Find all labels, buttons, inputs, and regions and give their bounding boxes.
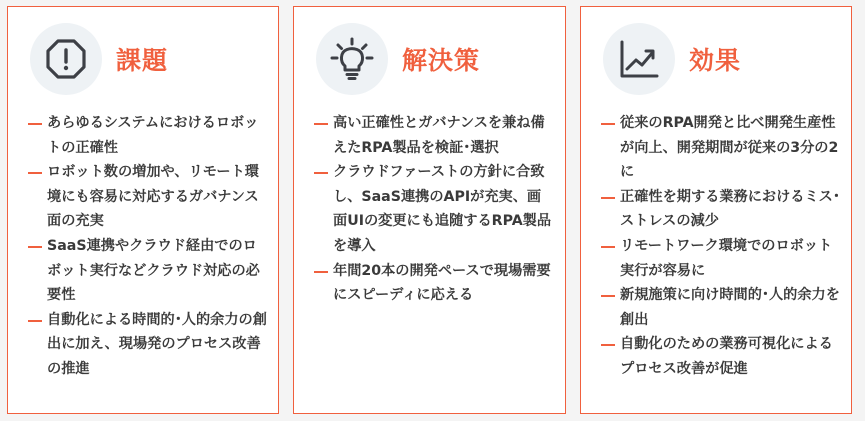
dash-bullet — [314, 172, 328, 174]
card-title: 課題 — [116, 46, 169, 75]
item-text: クラウドファーストの方針に合致し、SaaS連携のAPIが充実、画面UIの変更にも追随するRPA製品を導入 — [333, 164, 552, 254]
item-text: あらゆるシステムにおけるロボットの正確性 — [47, 115, 259, 156]
list-item — [28, 111, 268, 160]
card-issues — [7, 6, 279, 414]
dash-bullet — [314, 271, 328, 273]
list-item — [314, 160, 555, 258]
card-title: 効果 — [689, 46, 742, 75]
list-item — [314, 259, 555, 308]
card-solution — [293, 6, 566, 414]
item-text: ロボット数の増加や、リモート環境にも容易に対応するガバナンス面の充実 — [47, 164, 259, 230]
card-header — [316, 23, 480, 95]
item-text: 年間20本の開発ペースで現場需要にスピーディに応える — [333, 262, 551, 304]
card-header — [30, 23, 168, 95]
dash-bullet — [601, 295, 615, 297]
list-item — [601, 283, 841, 332]
dash-bullet — [28, 123, 42, 125]
list-item — [28, 160, 268, 234]
lightbulb-icon — [316, 23, 388, 95]
dash-bullet — [601, 344, 615, 346]
item-text: 自動化による時間的･人的余力の創出に加え、現場発のプロセス改善の推進 — [47, 311, 267, 377]
item-text: 正確性を期する業務におけるミス･ストレスの減少 — [620, 188, 840, 230]
trend-chart-icon — [603, 23, 675, 95]
item-text: 新規施策に向け時間的･人的余力を創出 — [620, 287, 840, 328]
dash-bullet — [314, 123, 328, 125]
list-item — [314, 111, 555, 160]
exclamation-octagon-icon — [30, 23, 102, 95]
dash-bullet — [601, 246, 615, 248]
dash-bullet — [601, 123, 615, 125]
list-item — [28, 234, 268, 308]
item-list — [28, 111, 268, 382]
dash-bullet — [28, 246, 42, 248]
item-list — [601, 111, 841, 382]
item-list — [314, 111, 555, 308]
list-item — [601, 332, 841, 381]
card-header — [603, 23, 741, 95]
item-text: 高い正確性とガバナンスを兼ね備えたRPA製品を検証･選択 — [333, 115, 545, 156]
list-item — [601, 111, 841, 185]
list-item — [601, 234, 841, 283]
dash-bullet — [601, 197, 615, 199]
dash-bullet — [28, 172, 42, 174]
item-text: リモートワーク環境でのロボット実行が容易に — [620, 237, 833, 279]
dash-bullet — [28, 320, 42, 322]
item-text: SaaS連携やクラウド経由でのロボット実行などクラウド対応の必要性 — [47, 237, 260, 304]
card-title: 解決策 — [402, 46, 481, 75]
list-item — [601, 185, 841, 234]
list-item — [28, 308, 268, 382]
card-effects — [580, 6, 852, 414]
item-text: 自動化のための業務可視化によるプロセス改善が促進 — [620, 336, 833, 377]
item-text: 従来のRPA開発と比べ開発生産性が向上、開発期間が従来の3分の2に — [620, 115, 839, 181]
